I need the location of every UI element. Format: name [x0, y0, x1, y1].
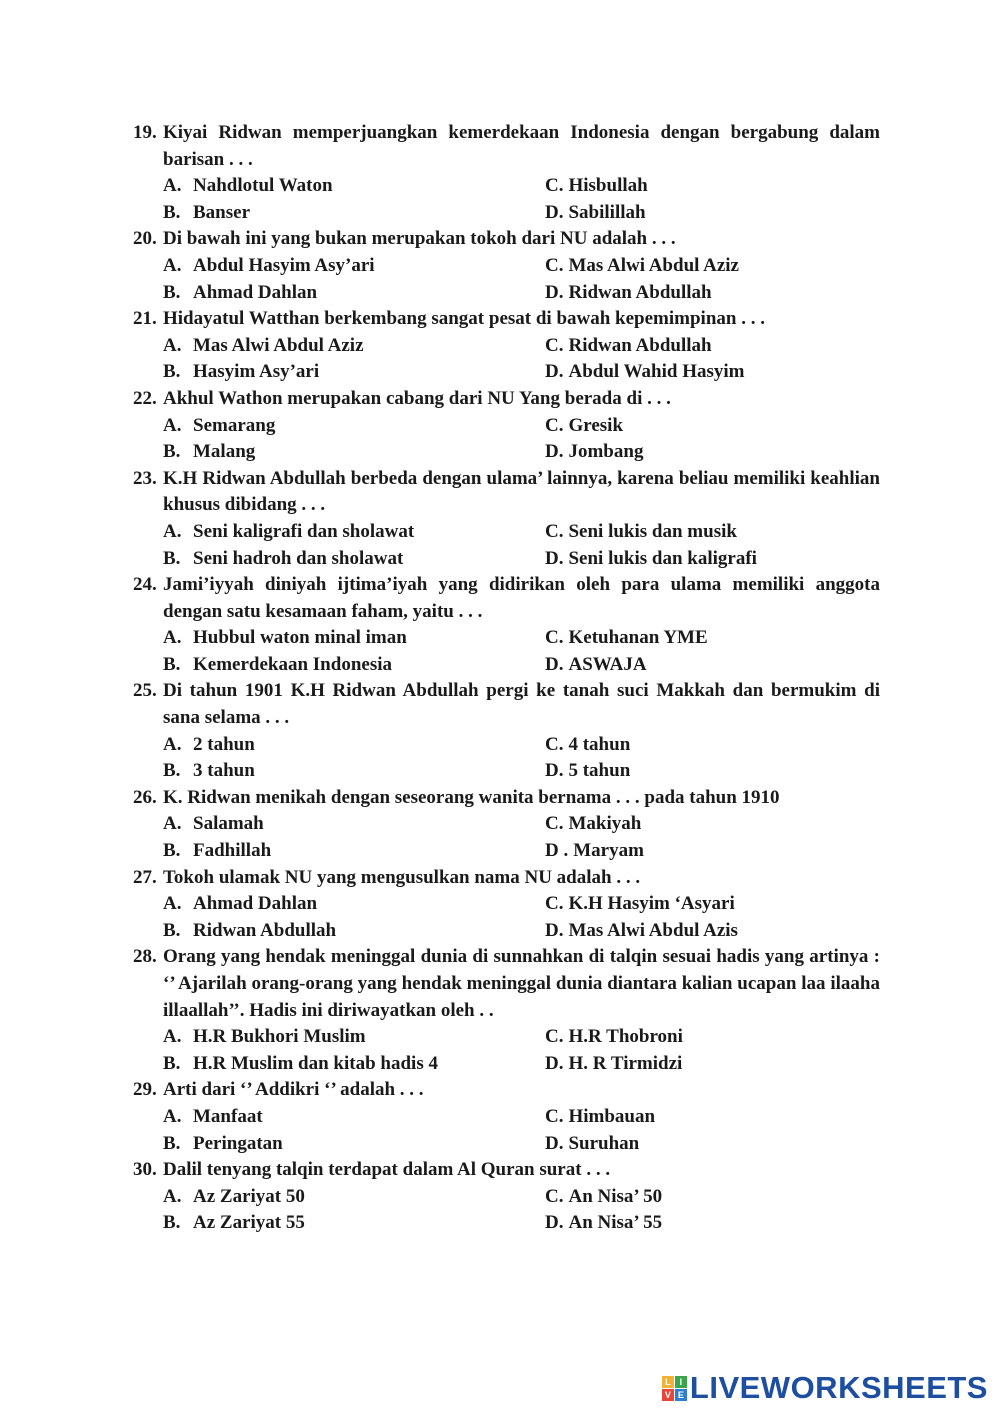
- option-text: Seni lukis dan musik: [568, 520, 737, 542]
- question-number: 29.: [133, 1079, 157, 1101]
- question-text: Arti dari ‘’ Addikri ‘’ adalah . . .: [163, 1079, 424, 1101]
- option-letter: B.: [163, 653, 181, 675]
- option-text: H.R Muslim dan kitab hadis 4: [193, 1052, 438, 1074]
- option-text: Manfaat: [193, 1105, 263, 1127]
- option-text: Jombang: [568, 441, 644, 463]
- option-letter: D.: [545, 1212, 564, 1234]
- question-22: [133, 386, 880, 413]
- option-text: Mas Alwi Abdul Azis: [568, 919, 738, 941]
- question-19: [133, 120, 880, 173]
- answer-option[interactable]: [545, 439, 643, 466]
- option-text: Himbauan: [568, 1105, 656, 1127]
- answer-option[interactable]: [545, 1131, 639, 1158]
- option-letter: B.: [163, 1132, 181, 1154]
- option-letter: C.: [545, 733, 564, 755]
- option-letter: A.: [163, 175, 182, 197]
- option-letter: C.: [545, 334, 564, 356]
- option-text: Az Zariyat 55: [193, 1212, 305, 1234]
- answer-option[interactable]: [545, 173, 648, 200]
- liveworksheets-logo[interactable]: [662, 1370, 988, 1406]
- option-text: Peringatan: [193, 1132, 283, 1154]
- option-text: 5 tahun: [568, 760, 631, 782]
- option-letter: A.: [163, 254, 182, 276]
- option-letter: A.: [163, 520, 182, 542]
- options-row: [133, 1024, 880, 1051]
- question-number: 22.: [133, 387, 157, 409]
- answer-option[interactable]: [163, 625, 545, 652]
- options-row: [133, 1210, 880, 1237]
- answer-option[interactable]: [545, 838, 644, 865]
- question-text: Di tahun 1901 K.H Ridwan Abdullah pergi ke tanah suci Makkah dan bermukim di sana selama . . .: [163, 680, 880, 729]
- answer-option[interactable]: [545, 200, 646, 227]
- answer-option[interactable]: [545, 359, 745, 386]
- answer-option[interactable]: [163, 439, 545, 466]
- option-text: 3 tahun: [193, 760, 255, 782]
- option-text: Salamah: [193, 813, 264, 835]
- answer-option[interactable]: [545, 918, 738, 945]
- options-row: [133, 652, 880, 679]
- brand-name: LIVEWORKSHEETS: [689, 1370, 988, 1405]
- option-text: Banser: [193, 201, 250, 223]
- options-row: [133, 732, 880, 759]
- question-number: 28.: [133, 946, 157, 968]
- options-row: [133, 625, 880, 652]
- question-number: 30.: [133, 1159, 157, 1181]
- option-text: H.R Bukhori Muslim: [193, 1026, 366, 1048]
- option-letter: C.: [545, 893, 564, 915]
- answer-option[interactable]: [163, 359, 545, 386]
- answer-option[interactable]: [163, 732, 545, 759]
- option-letter: A.: [163, 414, 182, 436]
- logo-tile: E: [675, 1389, 687, 1401]
- question-text: Tokoh ulamak NU yang mengusulkan nama NU adalah . . .: [163, 866, 641, 888]
- question-text: K. Ridwan menikah dengan seseorang wanita bernama . . . pada tahun 1910: [163, 786, 780, 808]
- option-text: H.R Thobroni: [568, 1026, 683, 1048]
- options-row: [133, 173, 880, 200]
- option-letter: A.: [163, 627, 182, 649]
- option-letter: B.: [163, 361, 181, 383]
- option-letter: D .: [545, 840, 569, 862]
- option-text: Sabilillah: [568, 201, 646, 223]
- answer-option[interactable]: [163, 253, 545, 280]
- options-row: [133, 811, 880, 838]
- logo-tile: L: [662, 1376, 674, 1388]
- option-text: Ahmad Dahlan: [193, 893, 318, 915]
- option-letter: D.: [545, 1052, 564, 1074]
- option-text: Seni kaligrafi dan sholawat: [193, 520, 415, 542]
- question-24: [133, 572, 880, 625]
- question-text: Orang yang hendak meninggal dunia di sunnahkan di talqin sesuai hadis yang artinya : ‘’ Ajarilah orang-orang yang hendak meninggal dunia diantara kalian ucapan laa ilaaha illaallah’’. Hadis ini diriwayatkan oleh . .: [163, 946, 880, 1021]
- answer-option[interactable]: [545, 758, 630, 785]
- question-text: Hidayatul Watthan berkembang sangat pesat di bawah kepemimpinan . . .: [163, 308, 765, 330]
- option-letter: A.: [163, 1105, 182, 1127]
- options-row: [133, 918, 880, 945]
- option-letter: C.: [545, 1105, 564, 1127]
- answer-option[interactable]: [163, 1184, 545, 1211]
- option-text: Semarang: [193, 414, 276, 436]
- option-letter: B.: [163, 1212, 181, 1234]
- options-row: [133, 413, 880, 440]
- answer-option[interactable]: [545, 1184, 662, 1211]
- answer-option[interactable]: [163, 652, 545, 679]
- answer-option[interactable]: [545, 253, 739, 280]
- options-row: [133, 280, 880, 307]
- question-text: K.H Ridwan Abdullah berbeda dengan ulama’ lainnya, karena beliau memiliki keahlian khusus dibidang . . .: [163, 467, 880, 516]
- question-number: 25.: [133, 680, 157, 702]
- options-row: [133, 1104, 880, 1131]
- option-text: 2 tahun: [193, 733, 255, 755]
- question-text: Akhul Wathon merupakan cabang dari NU Yang berada di . . .: [163, 387, 671, 409]
- answer-option[interactable]: [545, 1024, 683, 1051]
- option-letter: A.: [163, 334, 182, 356]
- option-letter: C.: [545, 627, 564, 649]
- question-26: [133, 785, 880, 812]
- option-text: ASWAJA: [568, 653, 647, 675]
- answer-option[interactable]: [163, 200, 545, 227]
- option-letter: B.: [163, 281, 181, 303]
- option-text: Mas Alwi Abdul Aziz: [193, 334, 364, 356]
- options-row: [133, 200, 880, 227]
- options-row: [133, 1184, 880, 1211]
- option-text: Mas Alwi Abdul Aziz: [568, 254, 739, 276]
- option-text: Kemerdekaan Indonesia: [193, 653, 392, 675]
- answer-option[interactable]: [163, 758, 545, 785]
- answer-option[interactable]: [163, 1051, 545, 1078]
- options-row: [133, 1131, 880, 1158]
- option-letter: D.: [545, 201, 564, 223]
- question-27: [133, 865, 880, 892]
- answer-option[interactable]: [545, 652, 647, 679]
- option-text: Ketuhanan YME: [568, 627, 708, 649]
- option-text: Ridwan Abdullah: [568, 334, 712, 356]
- question-number: 21.: [133, 308, 157, 330]
- question-21: [133, 306, 880, 333]
- liveworksheets-logo-icon: [662, 1376, 687, 1401]
- worksheet-questions: [133, 120, 880, 1237]
- option-letter: B.: [163, 919, 181, 941]
- question-number: 23.: [133, 467, 157, 489]
- option-letter: B.: [163, 760, 181, 782]
- options-row: [133, 758, 880, 785]
- option-text: An Nisa’ 55: [568, 1212, 663, 1234]
- answer-option[interactable]: [545, 1210, 662, 1237]
- option-text: An Nisa’ 50: [568, 1185, 663, 1207]
- option-letter: C.: [545, 1185, 564, 1207]
- option-letter: A.: [163, 733, 182, 755]
- answer-option[interactable]: [545, 891, 735, 918]
- option-letter: D.: [545, 547, 564, 569]
- option-text: H. R Tirmidzi: [568, 1052, 683, 1074]
- option-letter: A.: [163, 893, 182, 915]
- option-text: Maryam: [573, 840, 644, 862]
- answer-option[interactable]: [545, 333, 712, 360]
- option-text: Nahdlotul Waton: [193, 175, 333, 197]
- option-text: Hubbul waton minal iman: [193, 627, 407, 649]
- answer-option[interactable]: [163, 413, 545, 440]
- answer-option[interactable]: [163, 1131, 545, 1158]
- option-letter: B.: [163, 840, 181, 862]
- question-30: [133, 1157, 880, 1184]
- question-20: [133, 226, 880, 253]
- answer-option[interactable]: [163, 1024, 545, 1051]
- option-text: 4 tahun: [568, 733, 631, 755]
- option-letter: B.: [163, 1052, 181, 1074]
- options-row: [133, 838, 880, 865]
- answer-option[interactable]: [163, 838, 545, 865]
- question-number: 24.: [133, 574, 157, 596]
- option-text: K.H Hasyim ‘Asyari: [568, 893, 735, 915]
- options-row: [133, 546, 880, 573]
- question-28: [133, 944, 880, 1024]
- question-number: 26.: [133, 786, 157, 808]
- options-row: [133, 1051, 880, 1078]
- option-letter: A.: [163, 813, 182, 835]
- answer-option[interactable]: [545, 625, 708, 652]
- option-letter: D.: [545, 441, 564, 463]
- option-letter: B.: [163, 201, 181, 223]
- option-text: Malang: [193, 441, 256, 463]
- answer-option[interactable]: [545, 413, 623, 440]
- option-letter: C.: [545, 254, 564, 276]
- option-letter: D.: [545, 919, 564, 941]
- option-text: Fadhillah: [193, 840, 272, 862]
- answer-option[interactable]: [545, 280, 712, 307]
- option-letter: C.: [545, 175, 564, 197]
- option-text: Hisbullah: [568, 175, 648, 197]
- answer-option[interactable]: [163, 1104, 545, 1131]
- option-letter: C.: [545, 414, 564, 436]
- option-text: Gresik: [568, 414, 624, 436]
- answer-option[interactable]: [545, 732, 630, 759]
- option-text: Ridwan Abdullah: [193, 919, 337, 941]
- option-letter: D.: [545, 1132, 564, 1154]
- option-text: Seni lukis dan kaligrafi: [568, 547, 757, 569]
- options-row: [133, 253, 880, 280]
- question-number: 20.: [133, 228, 157, 250]
- logo-tile: I: [675, 1376, 687, 1388]
- answer-option[interactable]: [545, 1051, 682, 1078]
- option-letter: C.: [545, 1026, 564, 1048]
- answer-option[interactable]: [163, 811, 545, 838]
- answer-option[interactable]: [545, 546, 757, 573]
- option-letter: A.: [163, 1185, 182, 1207]
- answer-option[interactable]: [163, 918, 545, 945]
- options-row: [133, 891, 880, 918]
- question-text: Jami’iyyah diniyah ijtima’iyah yang didirikan oleh para ulama memiliki anggota dengan satu kesamaan faham, yaitu . . .: [163, 574, 880, 622]
- options-row: [133, 519, 880, 546]
- option-letter: B.: [163, 547, 181, 569]
- option-letter: D.: [545, 653, 564, 675]
- option-text: Seni hadroh dan sholawat: [193, 547, 404, 569]
- options-row: [133, 439, 880, 466]
- answer-option[interactable]: [163, 173, 545, 200]
- option-letter: A.: [163, 1026, 182, 1048]
- answer-option[interactable]: [545, 1104, 655, 1131]
- question-number: 19.: [133, 122, 157, 143]
- option-letter: D.: [545, 361, 564, 383]
- answer-option[interactable]: [163, 280, 545, 307]
- answer-option[interactable]: [163, 333, 545, 360]
- question-text: Kiyai Ridwan memperjuangkan kemerdekaan Indonesia dengan bergabung dalam barisan . . .: [163, 122, 880, 170]
- options-row: [133, 359, 880, 386]
- option-letter: C.: [545, 520, 564, 542]
- option-letter: B.: [163, 441, 181, 463]
- options-row: [133, 333, 880, 360]
- option-text: Ridwan Abdullah: [568, 281, 712, 303]
- answer-option[interactable]: [163, 519, 545, 546]
- option-text: Hasyim Asy’ari: [193, 361, 320, 383]
- option-text: Suruhan: [568, 1132, 640, 1154]
- question-number: 27.: [133, 866, 157, 888]
- answer-option[interactable]: [545, 811, 641, 838]
- question-25: [133, 678, 880, 731]
- answer-option[interactable]: [163, 1210, 545, 1237]
- answer-option[interactable]: [545, 519, 737, 546]
- option-text: Abdul Hasyim Asy’ari: [193, 254, 375, 276]
- option-letter: D.: [545, 760, 564, 782]
- question-text: Dalil tenyang talqin terdapat dalam Al Quran surat . . .: [163, 1159, 611, 1181]
- question-text: Di bawah ini yang bukan merupakan tokoh dari NU adalah . . .: [163, 228, 676, 250]
- option-text: Abdul Wahid Hasyim: [568, 361, 745, 383]
- answer-option[interactable]: [163, 891, 545, 918]
- option-text: Makiyah: [568, 813, 642, 835]
- question-29: [133, 1077, 880, 1104]
- answer-option[interactable]: [163, 546, 545, 573]
- question-23: [133, 466, 880, 519]
- option-text: Az Zariyat 50: [193, 1185, 305, 1207]
- option-letter: D.: [545, 281, 564, 303]
- logo-tile: V: [662, 1389, 674, 1401]
- option-text: Ahmad Dahlan: [193, 281, 318, 303]
- option-letter: C.: [545, 813, 564, 835]
